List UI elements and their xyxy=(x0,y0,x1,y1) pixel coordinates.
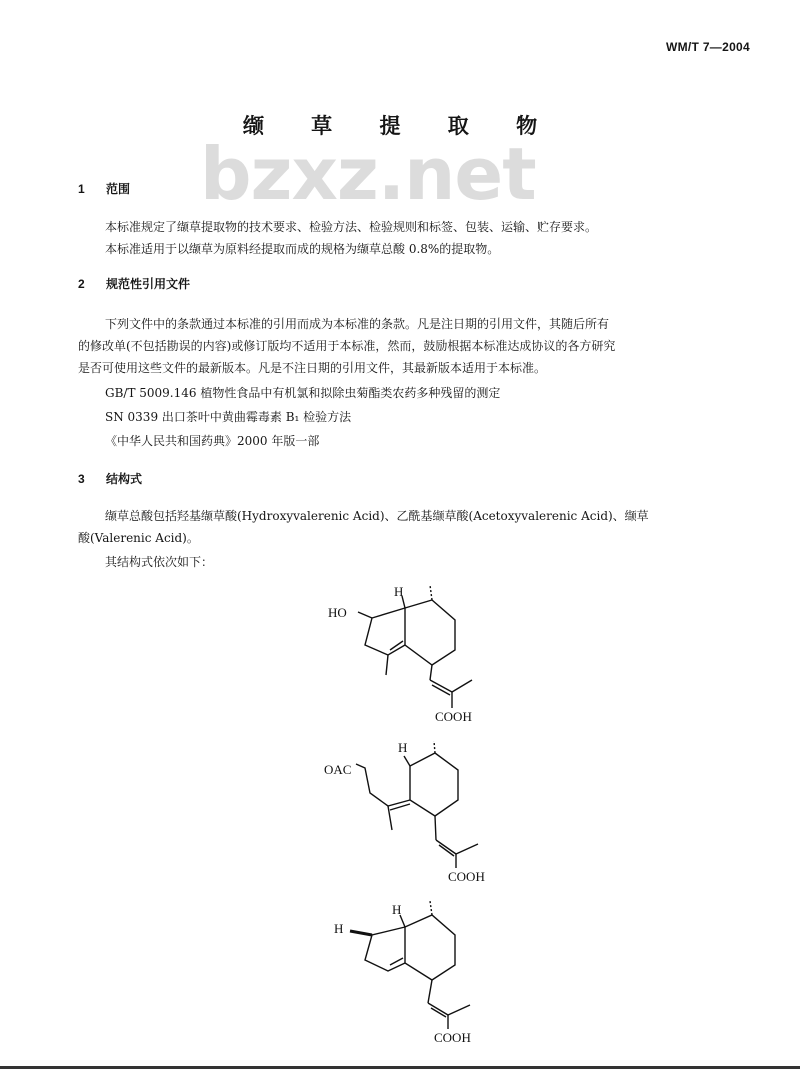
section-heading-references xyxy=(78,275,190,292)
section-title: 范围 xyxy=(106,182,131,196)
structures-intro: 其结构式依次如下： xyxy=(105,555,214,569)
structure-label: H xyxy=(392,902,402,917)
references-paragraph-line-3: 是否可使用这些文件的最新版本。凡是不注日期的引用文件，其最新版本适用于本标准。 xyxy=(78,361,547,375)
structures-paragraph-line-1: 缬草总酸包括羟基缬草酸(Hydroxyvalerenic Acid)、乙酰基缬草酸(Acetoxyvalerenic Acid)、缬草 xyxy=(105,509,649,523)
references-paragraph-line-2: 的修改单(不包括勘误的内容)或修订版均不适用于本标准，然而，鼓励根据本标准达成协议的各方研究 xyxy=(78,339,616,353)
structure-label: H xyxy=(398,740,408,755)
structure-label: H xyxy=(394,584,404,599)
reference-item: GB/T 5009.146 植物性食品中有机氯和拟除虫菊酯类农药多种残留的测定 xyxy=(105,386,501,400)
structure-label: HO xyxy=(328,605,347,620)
structures-paragraph-line-2: 酸(Valerenic Acid)。 xyxy=(78,531,199,545)
structure-label: H xyxy=(334,921,344,936)
section-heading-structures xyxy=(78,470,142,487)
section-number: 2 xyxy=(78,277,85,291)
section-number: 3 xyxy=(78,472,85,486)
standard-code: WM/T 7—2004 xyxy=(666,40,750,54)
page-bottom-rule xyxy=(0,1066,800,1069)
scope-paragraph-2: 本标准适用于以缬草为原料经提取而成的规格为缬草总酸 0.8%的提取物。 xyxy=(105,242,500,256)
scope-paragraph-1: 本标准规定了缬草提取物的技术要求、检验方法、检验规则和标签、包装、运输、贮存要求。 xyxy=(105,220,598,234)
section-title: 结构式 xyxy=(106,472,143,486)
section-heading-scope xyxy=(78,180,130,197)
page-title: 缬 草 提 取 物 xyxy=(242,113,558,138)
section-number: 1 xyxy=(78,182,85,196)
section-title: 规范性引用文件 xyxy=(106,277,191,291)
structure-label: COOH xyxy=(434,1030,471,1045)
structure-label: COOH xyxy=(448,869,485,884)
references-paragraph-line-1: 下列文件中的条款通过本标准的引用而成为本标准的条款。凡是注日期的引用文件，其随后所有 xyxy=(105,317,610,331)
structure-valerenic-acid xyxy=(310,895,510,1050)
structure-hydroxyvalerenic-acid xyxy=(310,580,510,730)
structure-label: COOH xyxy=(435,709,472,724)
reference-item: 《中华人民共和国药典》2000 年版一部 xyxy=(105,434,320,448)
watermark: bzxz.net xyxy=(200,132,536,216)
structure-label: OAC xyxy=(324,762,352,777)
reference-item: SN 0339 出口茶叶中黄曲霉毒素 B₁ 检验方法 xyxy=(105,410,352,424)
structure-acetoxyvalerenic-acid xyxy=(310,738,510,888)
